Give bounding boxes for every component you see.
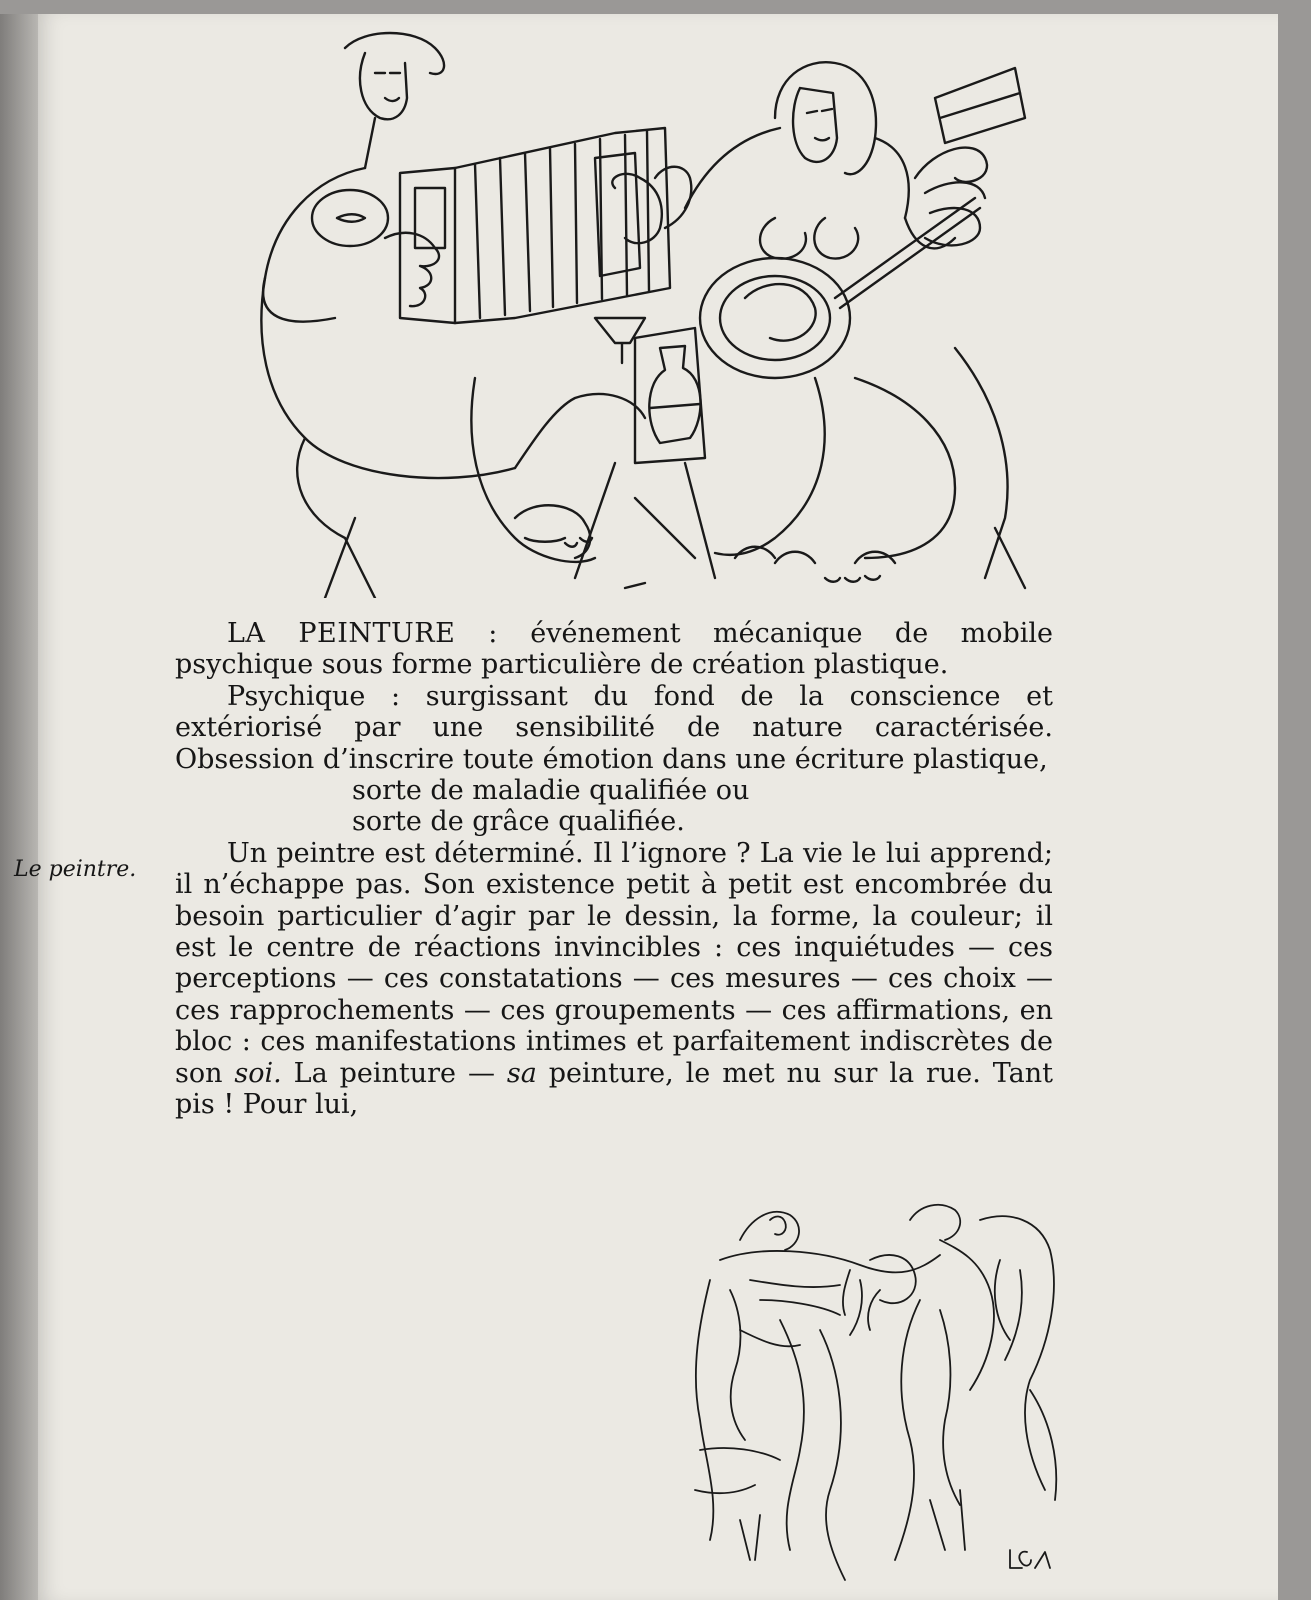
paragraph-text: Un peintre est déterminé. Il l’ignore ? La vie le lui apprend; il n’échappe pas. Son existence petit à petit est encombrée du besoin particulier d’agir par le dessin, la forme, la couleur; il est le centre de réactions invincibles : ces inquiétudes — ces perceptions — ces constatations — ces mesures — ces choix — ces rapprochements — ces groupements — ces affirmations, en bloc : ces manifestations intimes et parfaitement indiscrètes de son (175, 837, 1053, 1089)
emphasis-soi: soi. (234, 1057, 282, 1089)
paragraph-un-peintre (175, 838, 1053, 1121)
paragraph-lead: LA PEINTURE : (227, 618, 498, 649)
margin-note-le-peintre: Le peintre. (14, 857, 137, 882)
paragraph-text: peinture, le met nu sur la rue. Tant pis ! Pour lui, (175, 1057, 1053, 1121)
paragraph-text: La peinture — (281, 1057, 507, 1089)
body-text (175, 618, 1053, 1121)
paragraph-la-peinture (175, 618, 1053, 681)
book-gutter (0, 14, 38, 1600)
figures-sketch-drawing (680, 1200, 1080, 1590)
paragraph-text: Psychique : surgissant du fond de la conscience et extériorisé par une sensibilité de nature caractérisée. Obsession d’inscrire toute émotion dans une écriture plastique, (175, 680, 1053, 775)
indented-line: sorte de grâce qualifiée. (352, 806, 685, 838)
paragraph-text: événement mécanique de mobile psychique sous forme particulière de création plastique. (175, 618, 1053, 681)
indented-line: sorte de maladie qualifiée ou (352, 775, 750, 807)
paragraph-psychique (175, 681, 1053, 838)
emphasis-sa: sa (506, 1057, 537, 1089)
musicians-line-drawing (215, 18, 1055, 598)
